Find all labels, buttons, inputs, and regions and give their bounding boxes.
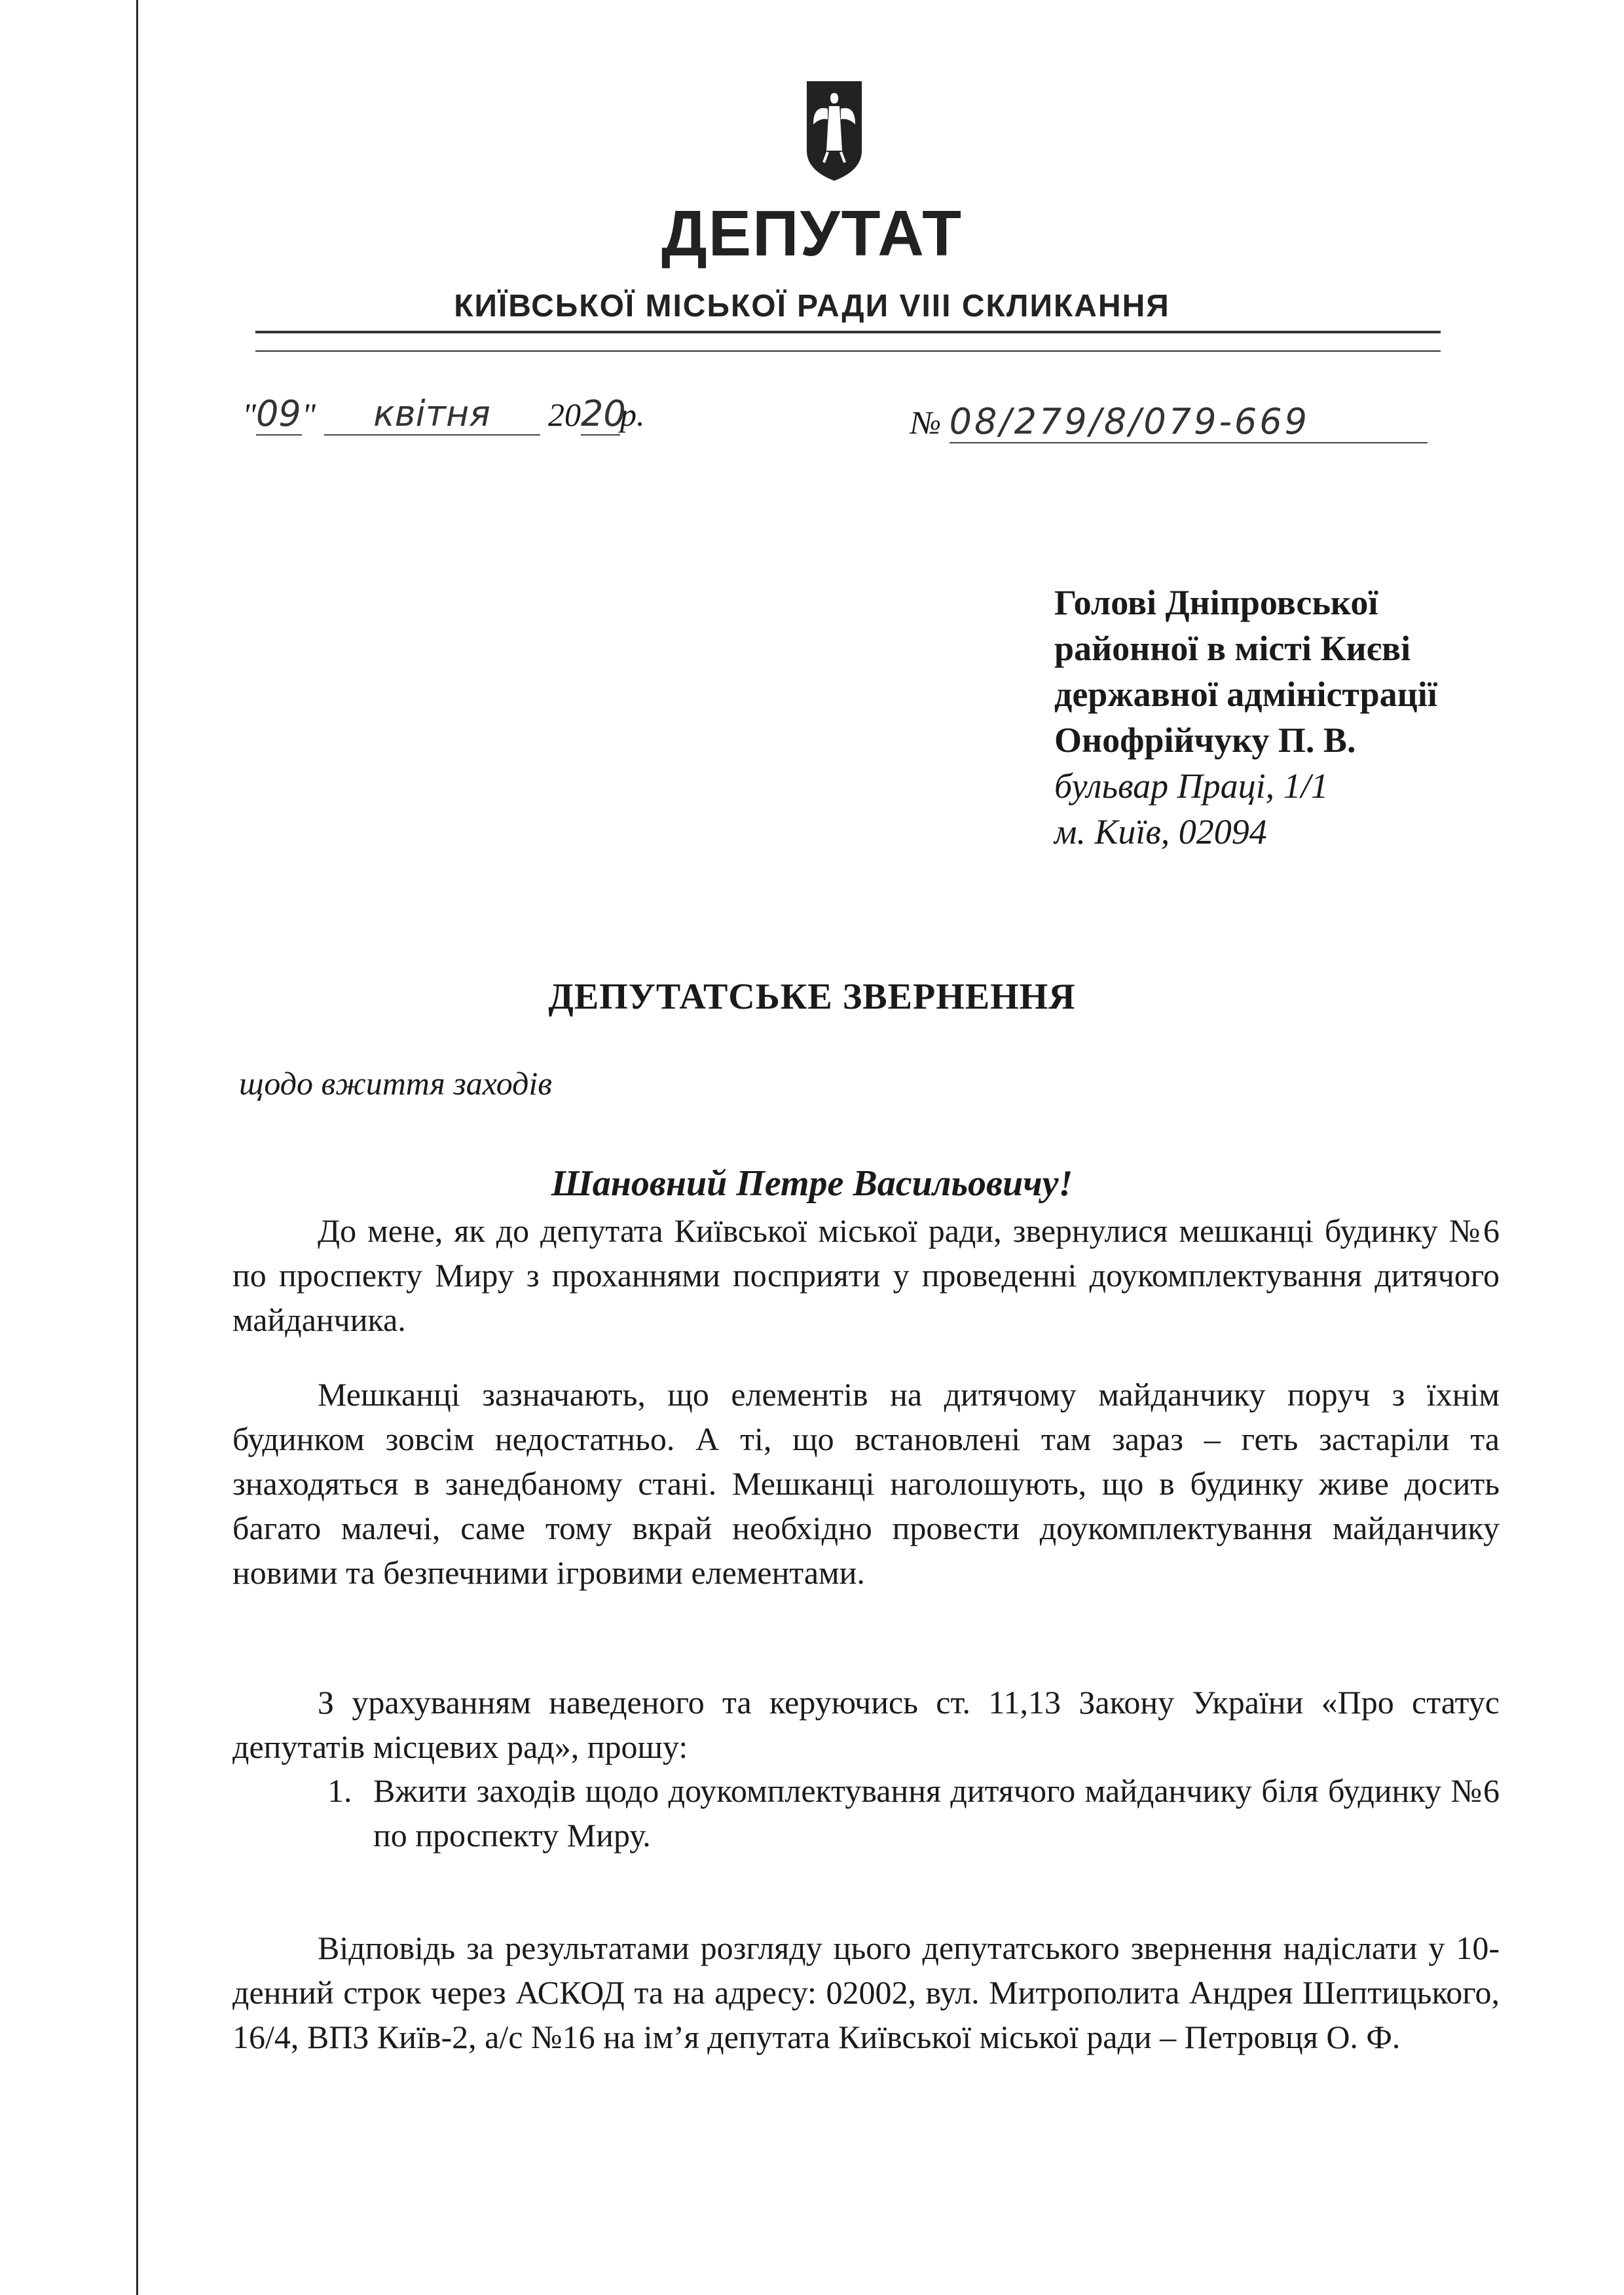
- list-item-text: Вжити заходів щодо доукомплектування дитячого майданчику біля будинку №6 по проспекту Миру.: [373, 1772, 1500, 1854]
- addressee-line-3: державної адміністрації: [1054, 675, 1437, 714]
- date-close-quote: ": [302, 396, 316, 433]
- header-rule-thin: [255, 350, 1441, 352]
- date-line: [242, 393, 645, 436]
- body-paragraph-3: [232, 1680, 1500, 1769]
- letterhead-title: ДЕПУТАТ: [661, 197, 963, 269]
- document-heading: ДЕПУТАТСЬКЕ ЗВЕРНЕННЯ: [548, 977, 1076, 1017]
- body-text-2: Мешканці зазначають, що елементів на дитячому майданчику поруч з їхнім будинком зовсім недостатньо. А ті, що встановлені там зараз – геть застаріли та знаходяться в занедбаному стані. Мешканці наголошують, що в будинку живе досить багато малечі, саме тому вкрай необхідно провести доукомплектування майданчику новими та безпечними ігровими елементами.: [232, 1376, 1500, 1591]
- body-paragraph-2: [232, 1372, 1500, 1595]
- date-open-quote: ": [242, 396, 256, 433]
- addressee-street: бульвар Праці, 1/1: [1054, 766, 1329, 806]
- addressee-name: Онофрійчуку П. В.: [1054, 720, 1356, 760]
- body-text-3: З урахуванням наведеного та керуючись ст. 11,13 Закону України «Про статус депутатів місцевих рад», прошу:: [232, 1684, 1500, 1765]
- list-item-number: 1.: [327, 1772, 352, 1809]
- body-paragraph-1: [232, 1208, 1500, 1342]
- reg-number-label: №: [910, 404, 942, 441]
- addressee-line-2: районної в місті Києві: [1054, 629, 1411, 668]
- addressee-city: м. Київ, 02094: [1054, 812, 1267, 851]
- body-paragraph-4: [232, 1926, 1500, 2059]
- letterhead-subtitle: КИЇВСЬКОЇ МІСЬКОЇ РАДИ VIII СКЛИКАННЯ: [454, 289, 1170, 324]
- kyiv-coat-of-arms-icon: [804, 79, 864, 183]
- salutation: Шановний Петре Васильовичу!: [551, 1163, 1073, 1204]
- registration-number: [910, 401, 1428, 443]
- margin-line: [136, 0, 138, 2295]
- regarding-line: щодо вжиття заходів: [239, 1065, 552, 1102]
- request-list-item: [327, 1768, 1500, 1857]
- body-text-4: Відповідь за результатами розгляду цього депутатського звернення надіслати у 10-денний строк через АСКОД та на адресу: 02002, вул. Митрополита Андрея Шептицького, 16/4, ВПЗ Київ-2, а/с №16 на ім’я депутата Київської міської ради – Петровця О. Ф.: [232, 1930, 1500, 2055]
- date-suffix: р.: [620, 396, 645, 433]
- date-year-suffix: 20: [581, 393, 626, 434]
- date-year-prefix: 20: [548, 396, 581, 433]
- header-rule: [255, 331, 1441, 333]
- body-text-1: До мене, як до депутата Київської міської ради, звернулися мешканці будинку №6 по проспекту Миру з проханнями посприяти у проведенні доукомплектування дитячого майданчика.: [232, 1212, 1500, 1338]
- addressee-line-1: Голові Дніпровської: [1054, 583, 1378, 622]
- date-month: квітня: [324, 393, 540, 436]
- addressee-block: [1054, 580, 1437, 855]
- reg-number-value: 08/279/8/079-669: [950, 401, 1428, 443]
- date-day: 09: [256, 393, 301, 434]
